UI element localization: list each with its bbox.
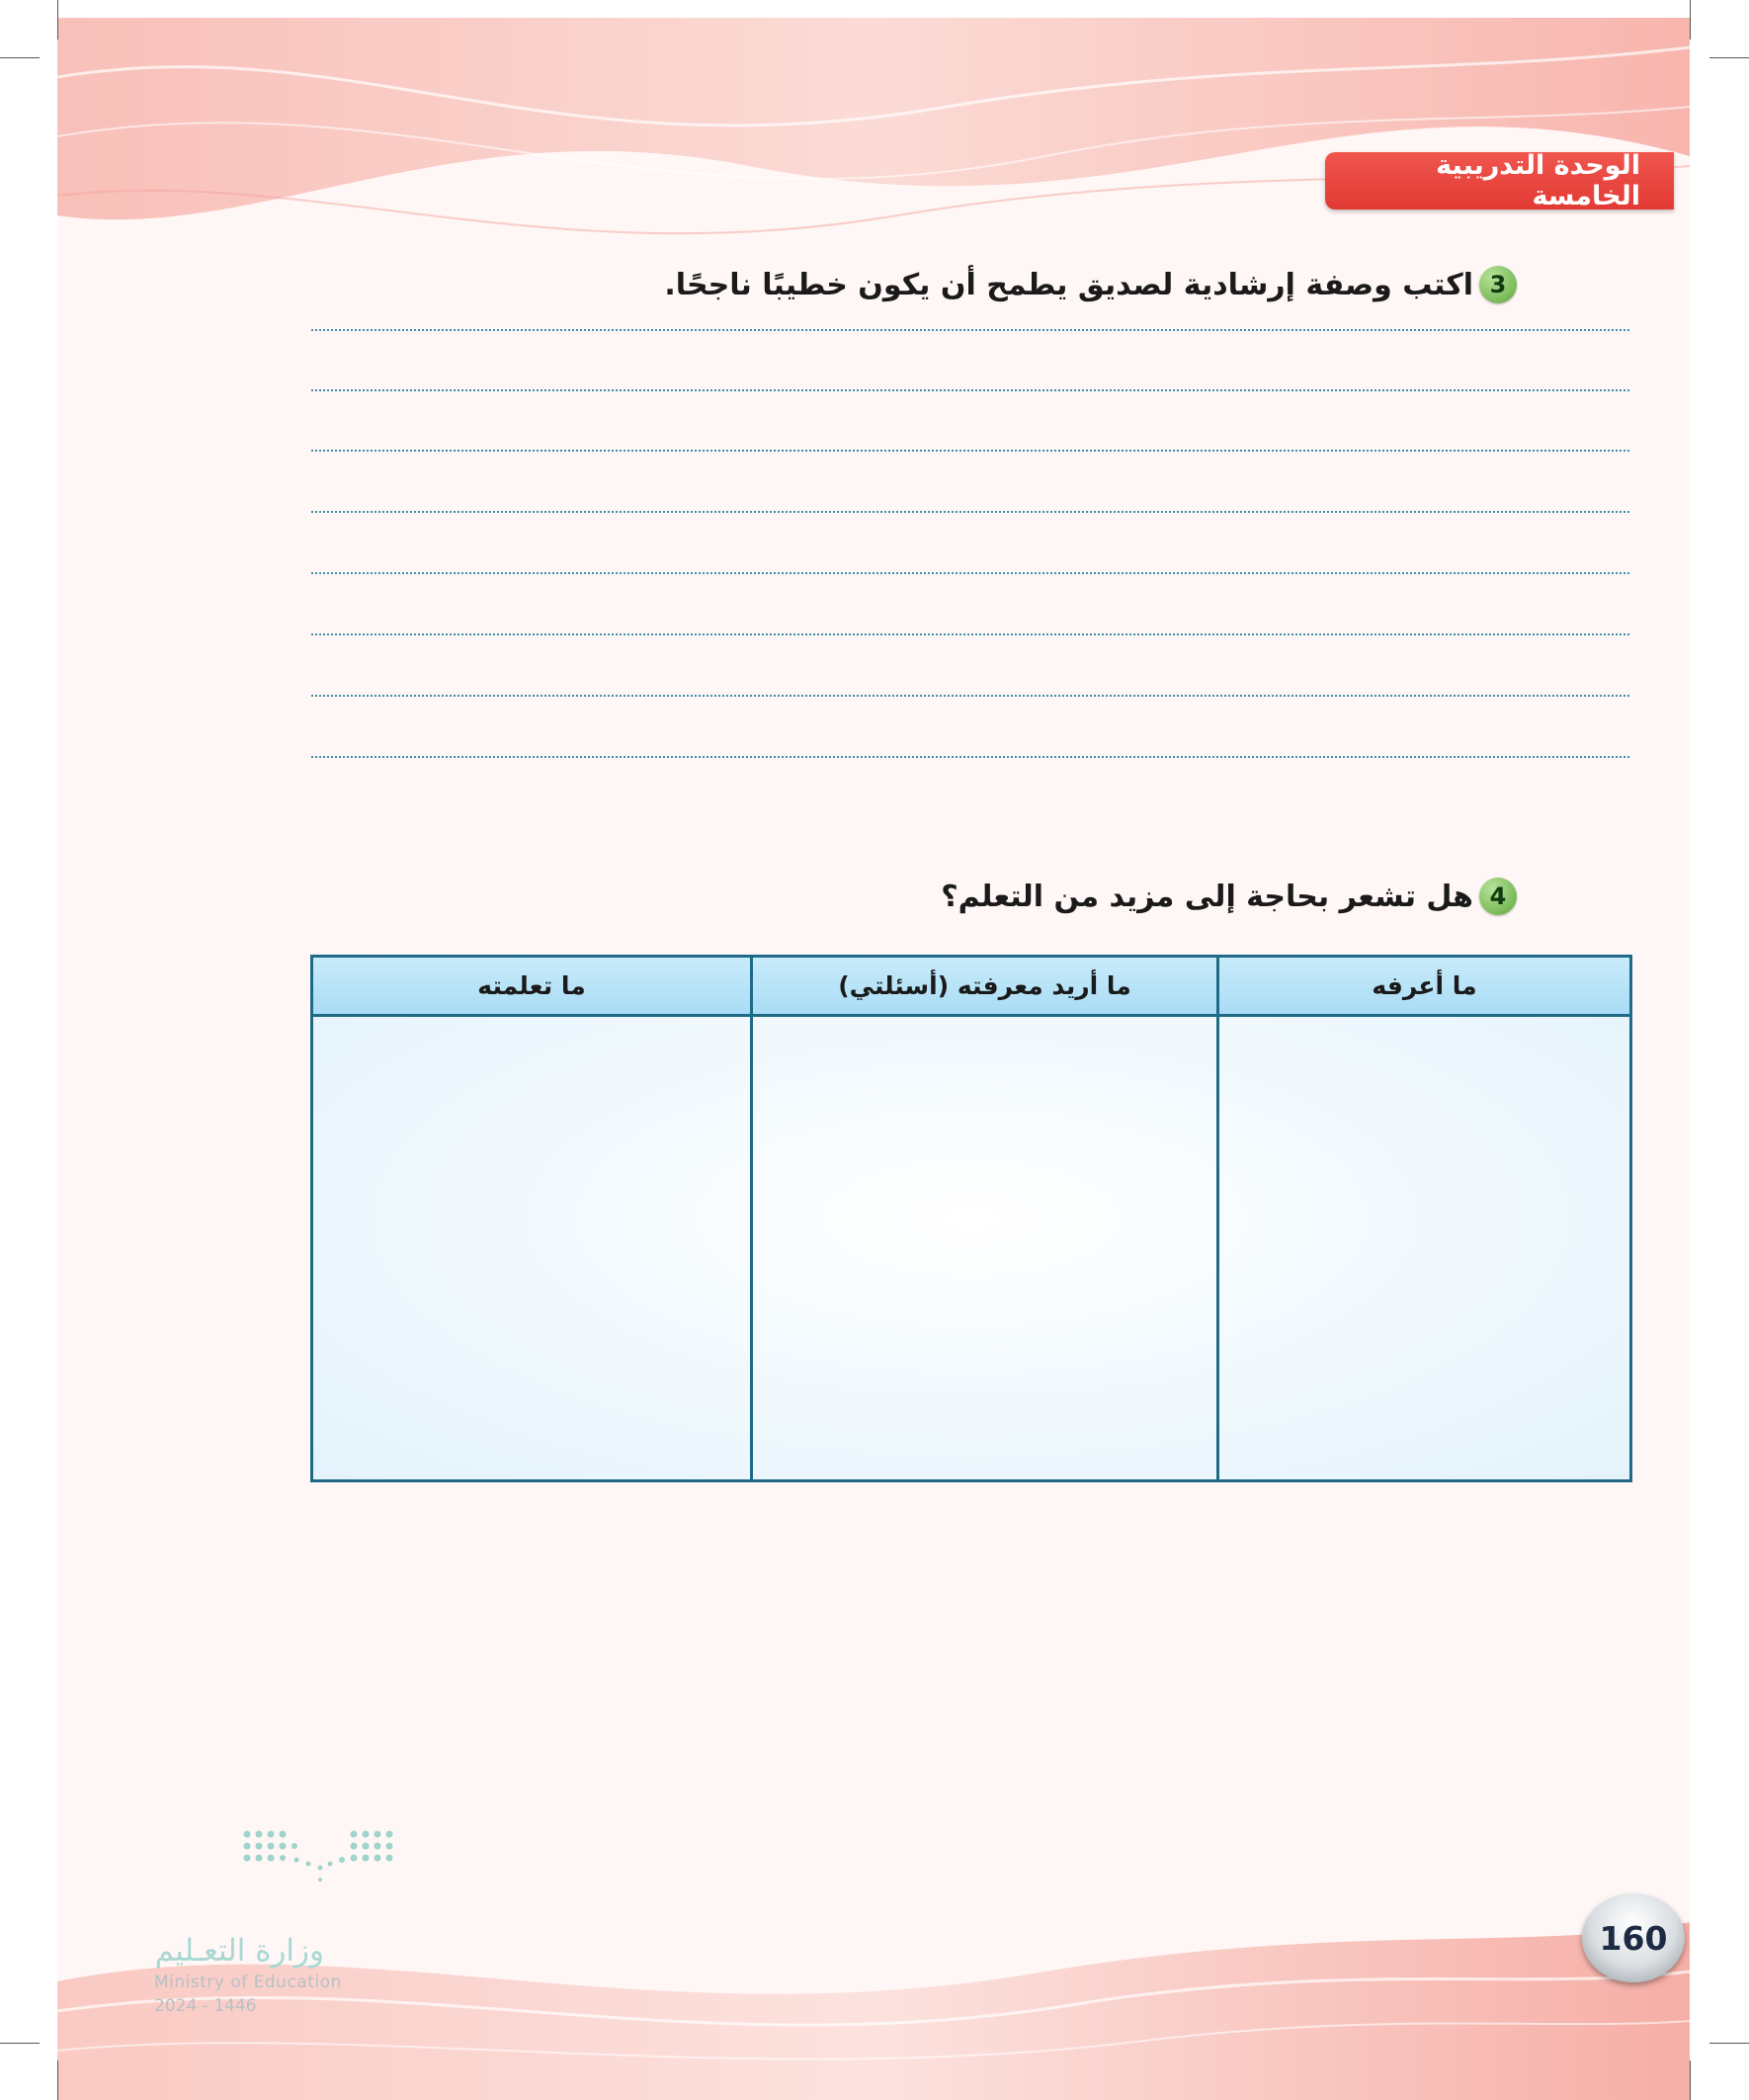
kwl-column-know	[1216, 958, 1629, 1479]
crop-mark	[1690, 2060, 1691, 2100]
question-4-text: هل تشعر بحاجة إلى مزيد من التعلم؟	[941, 879, 1473, 914]
answer-line-8[interactable]	[311, 756, 1629, 758]
kwl-cell-learned[interactable]	[313, 1017, 750, 1479]
kwl-cell-know[interactable]	[1219, 1017, 1629, 1479]
question-3-text: اكتب وصفة إرشادية لصديق يطمح أن يكون خطيبًا ناجحًا.	[664, 267, 1473, 302]
kwl-header-want: ما أريد معرفته (أسئلتي)	[753, 958, 1216, 1017]
crop-mark	[1709, 57, 1749, 58]
crop-mark	[57, 0, 58, 40]
answer-line-2[interactable]	[311, 389, 1629, 391]
question-4	[941, 878, 1517, 915]
kwl-header-know: ما أعرفه	[1219, 958, 1629, 1017]
kwl-column-learned	[313, 958, 750, 1479]
kwl-table	[310, 955, 1632, 1482]
answer-line-6[interactable]	[311, 633, 1629, 635]
question-3	[664, 266, 1517, 303]
page-number: 160	[1599, 1918, 1668, 1958]
answer-line-3[interactable]	[311, 450, 1629, 452]
kwl-header-learned: ما تعلمته	[313, 958, 750, 1017]
answer-line-5[interactable]	[311, 572, 1629, 574]
ministry-name-english: Ministry of Education	[154, 1973, 342, 1992]
unit-title: الوحدة التدريبية الخامسة	[1436, 150, 1640, 211]
kwl-column-want	[750, 958, 1216, 1479]
unit-title-badge	[1325, 152, 1674, 210]
question-number-bullet: 4	[1479, 878, 1517, 915]
question-number-bullet: 3	[1479, 266, 1517, 303]
crop-mark	[1709, 2043, 1749, 2044]
answer-line-7[interactable]	[311, 695, 1629, 697]
page	[57, 18, 1690, 2100]
crop-mark	[0, 2043, 40, 2044]
ministry-logo	[154, 1826, 401, 2024]
ministry-year: 2024 - 1446	[154, 1996, 257, 2016]
ministry-name-arabic: وزارة التعـليم	[154, 1933, 324, 1969]
answer-line-1[interactable]	[311, 329, 1629, 331]
page-number-badge	[1582, 1893, 1685, 1982]
crop-mark	[57, 2060, 58, 2100]
answer-line-4[interactable]	[311, 511, 1629, 513]
kwl-cell-want[interactable]	[753, 1017, 1216, 1479]
crop-mark	[1690, 0, 1691, 40]
crop-mark	[0, 57, 40, 58]
ministry-dots-icon	[239, 1826, 407, 1886]
